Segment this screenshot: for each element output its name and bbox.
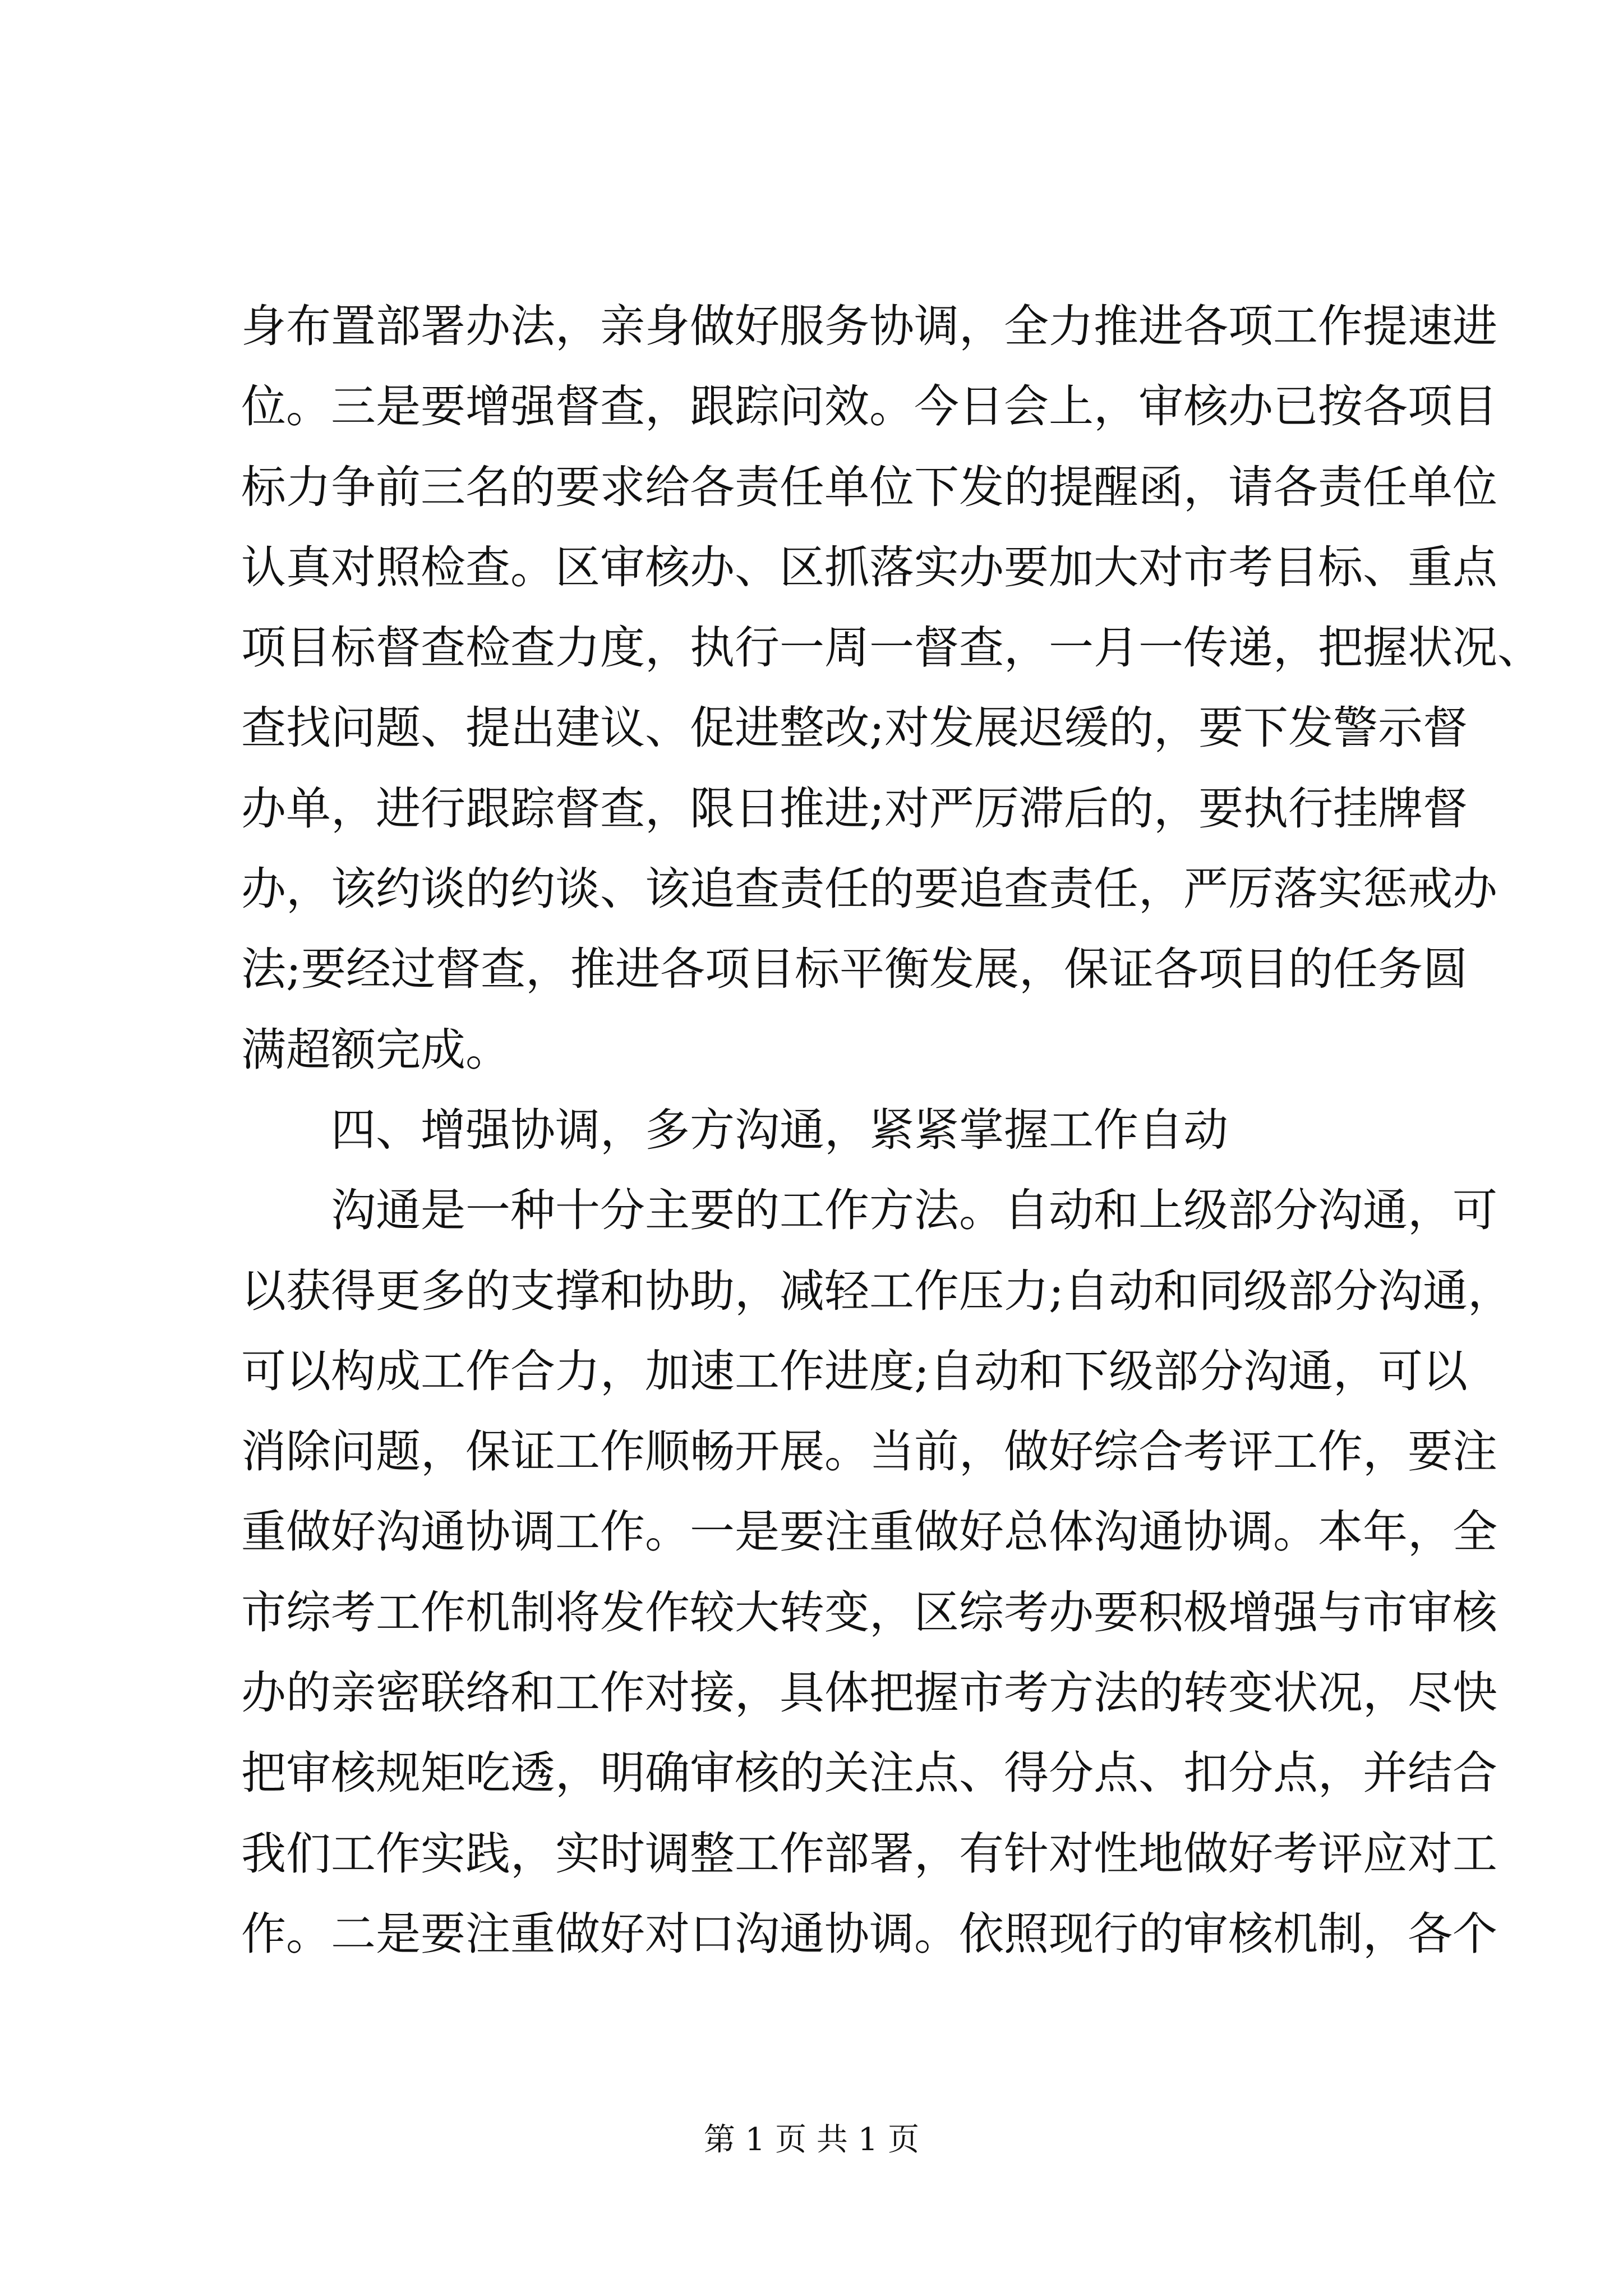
text-line: 以获得更多的支撑和协助，减轻工作压力;自动和同级部分沟通， — [241, 1264, 1513, 1317]
text-line: 项目标督查检查力度，执行一周一督查，一月一传递，把握状况、 — [241, 622, 1542, 674]
text-line: 办，该约谈的约谈、该追查责任的要追查责任，严厉落实惩戒办 — [241, 863, 1497, 915]
text-line: 身布置部署办法，亲身做好服务协调，全力推进各项工作提速进 — [241, 300, 1497, 352]
text-line: 满超额完成。 — [241, 1023, 510, 1076]
text-line: 查找问题、提出建议、促进整改;对发展迟缓的，要下发警示督 — [241, 702, 1468, 754]
text-line: 沟通是一种十分主要的工作方法。自动和上级部分沟通，可 — [331, 1184, 1497, 1237]
text-line: 把审核规矩吃透，明确审核的关注点、得分点、扣分点，并结合 — [241, 1747, 1497, 1800]
text-line: 作。二是要注重做好对口沟通协调。依照现行的审核机制，各个 — [241, 1907, 1497, 1960]
text-line: 办单，进行跟踪督查，限日推进;对严厉滞后的，要执行挂牌督 — [241, 782, 1468, 835]
text-line: 四、增强协调，多方沟通，紧紧掌握工作自动 — [331, 1103, 1228, 1156]
text-line: 位。三是要增强督查，跟踪问效。今日会上，审核办已按各项目 — [241, 380, 1497, 433]
text-line: 重做好沟通协调工作。一是要注重做好总体沟通协调。本年，全 — [241, 1506, 1497, 1558]
page-footer: 第 1 页 共 1 页 — [703, 2122, 920, 2158]
text-line: 标力争前三名的要求给各责任单位下发的提醒函，请各责任单位 — [241, 461, 1497, 513]
text-line: 可以构成工作合力，加速工作进度;自动和下级部分沟通，可以 — [241, 1345, 1468, 1397]
text-line: 市综考工作机制将发作较大转变，区综考办要积极增强与市审核 — [241, 1586, 1497, 1639]
text-line: 我们工作实践，实时调整工作部署，有针对性地做好考评应对工 — [241, 1827, 1497, 1880]
text-line: 办的亲密联络和工作对接，具体把握市考方法的转变状况，尽快 — [241, 1667, 1497, 1719]
text-line: 法;要经过督查，推进各项目标平衡发展，保证各项目的任务圆 — [241, 943, 1468, 996]
body-text — [241, 286, 1542, 1974]
text-line: 消除问题，保证工作顺畅开展。当前，做好综合考评工作，要注 — [241, 1425, 1497, 1478]
text-line: 认真对照检查。区审核办、区抓落实办要加大对市考目标、重点 — [241, 541, 1497, 593]
